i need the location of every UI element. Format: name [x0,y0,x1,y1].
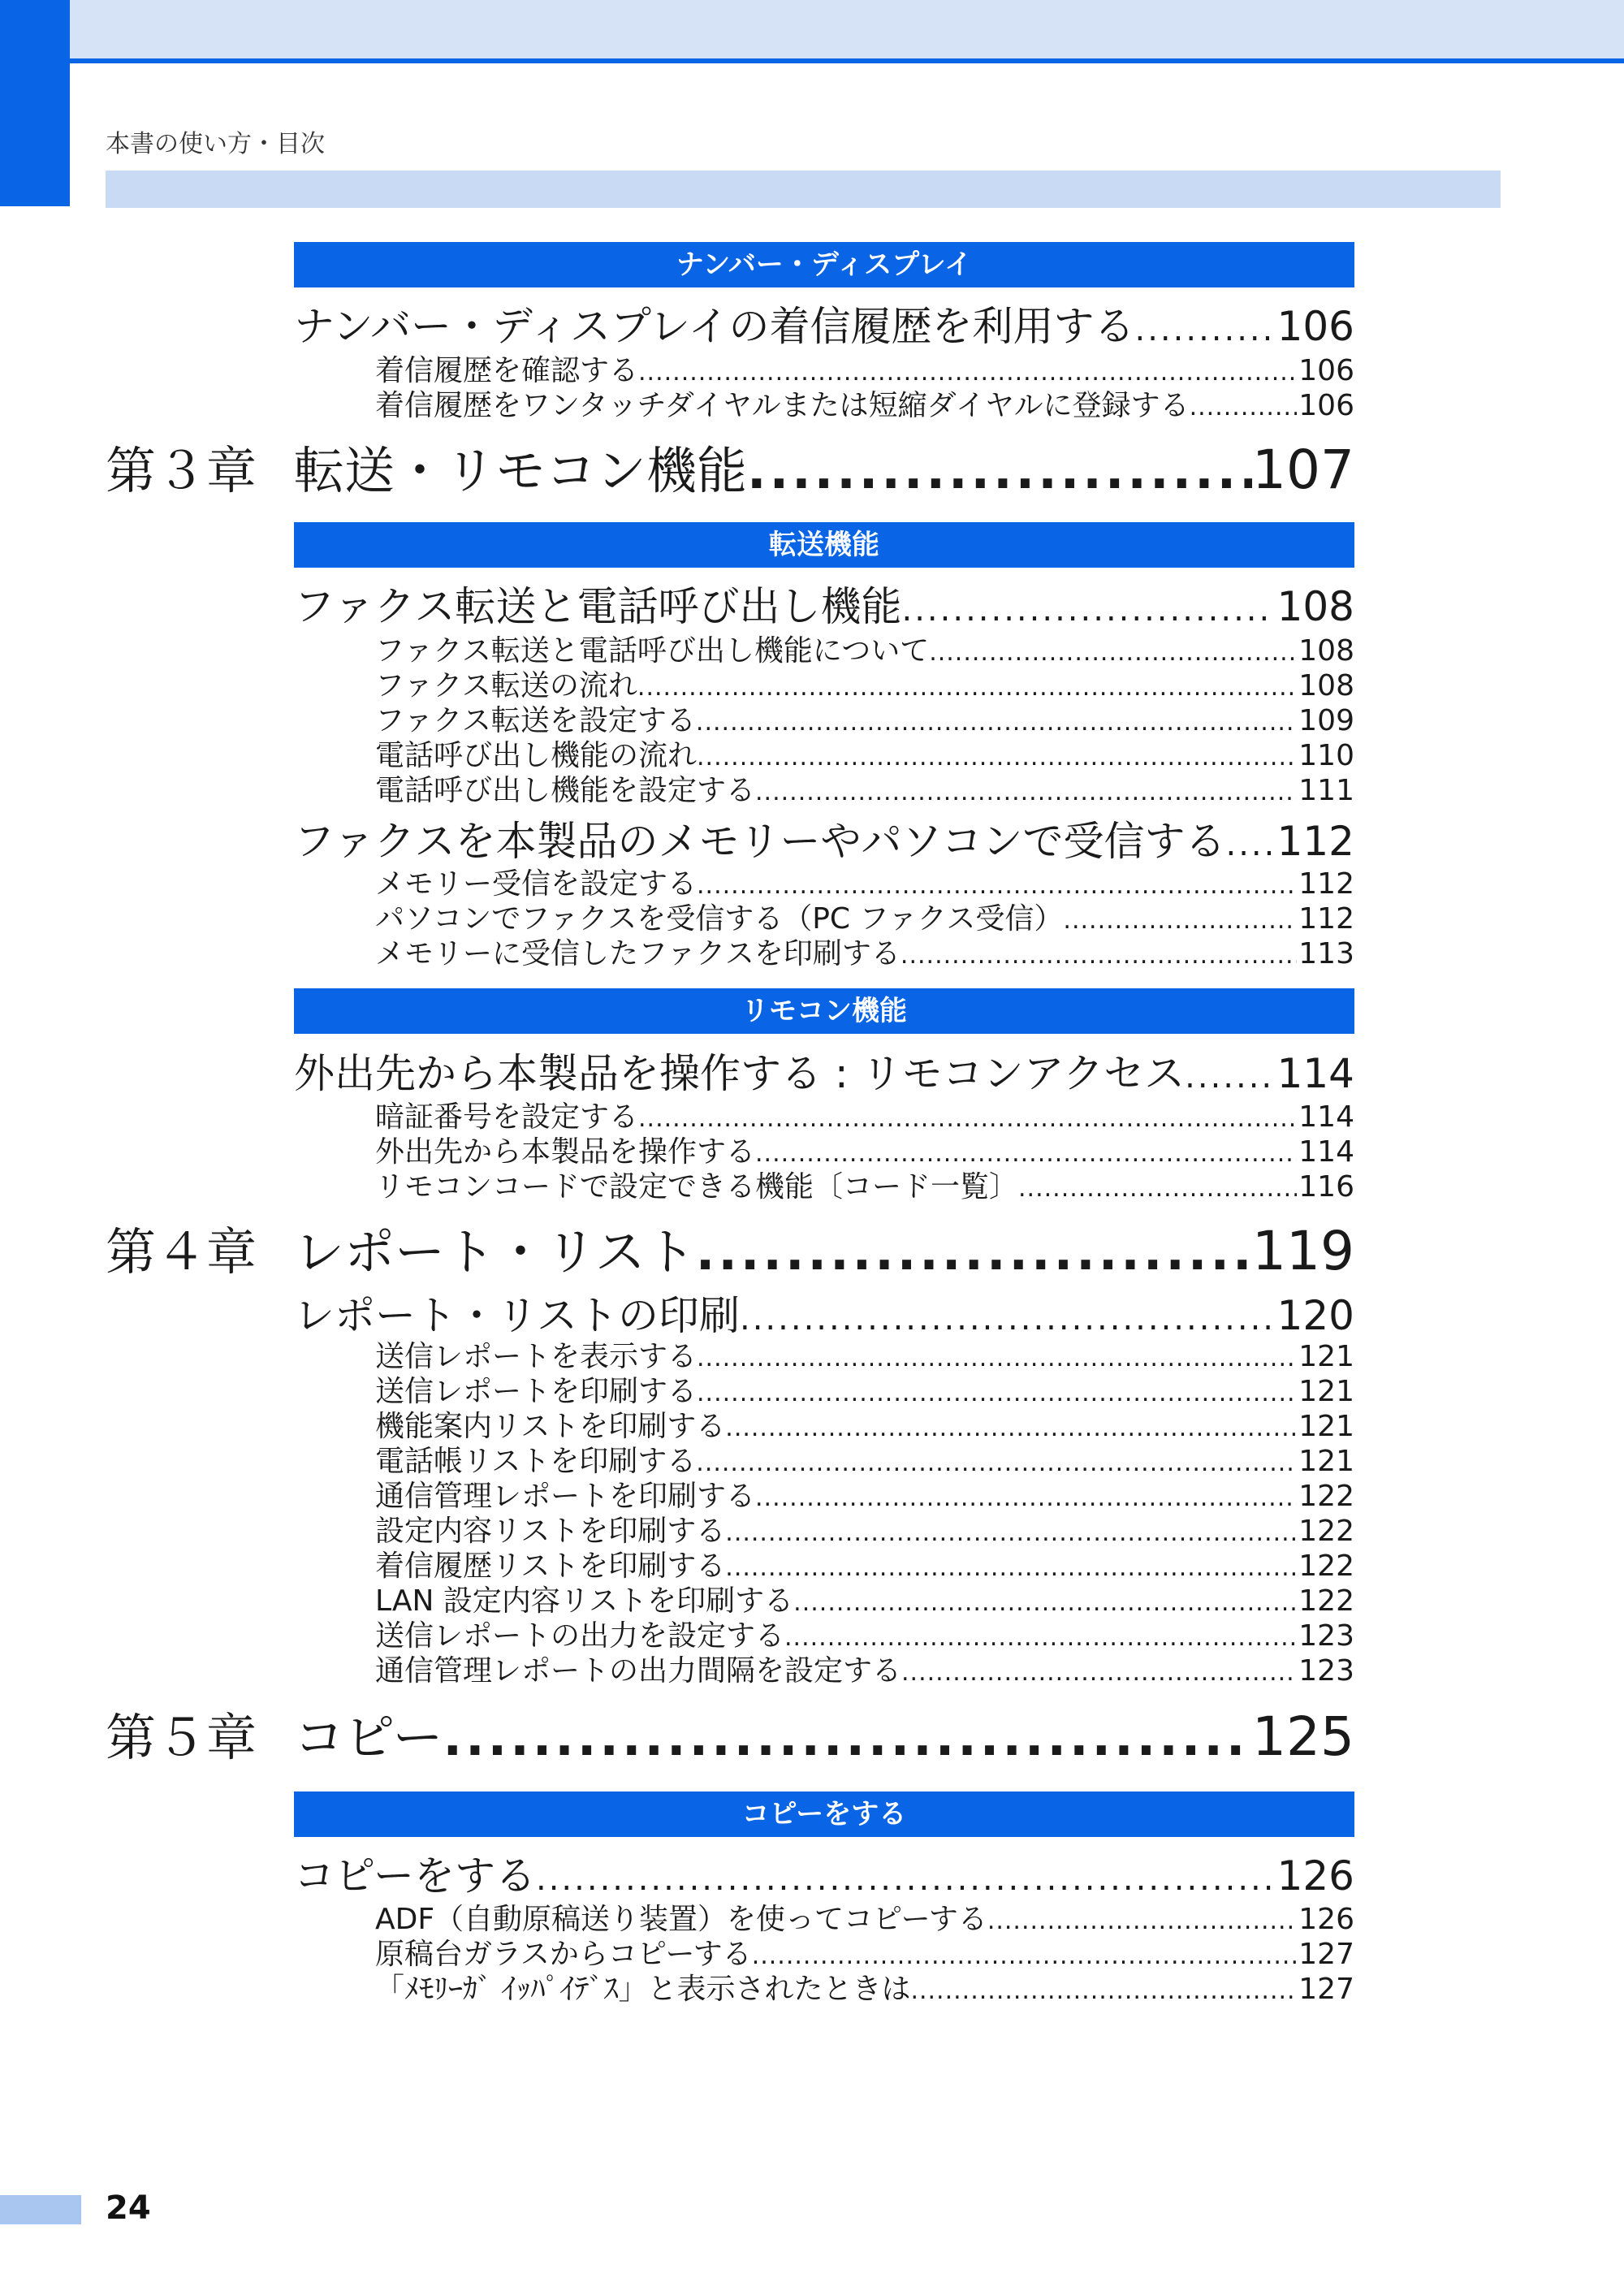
toc-entry-page: 111 [1298,774,1354,807]
toc-entry[interactable] [294,1041,1354,1100]
toc-entry-page: 122 [1298,1515,1354,1548]
toc-entry-title: 「ﾒﾓﾘｰｶﾞ ｲｯﾊﾟｲﾃﾞｽ」と表示されたときは [375,1973,911,2006]
chapter-heading-4[interactable] [106,1212,1354,1284]
toc-entry-page: 110 [1298,739,1354,772]
toc-entry-page: 127 [1298,1938,1354,1971]
toc-entry-page: 121 [1298,1410,1354,1443]
toc-entry[interactable] [375,382,1354,424]
toc-entry-page: 113 [1298,937,1354,970]
toc-entry-title: 送信レポートを印刷する [375,1375,698,1408]
toc-entry[interactable] [294,1843,1354,1902]
toc-entry-page: 116 [1298,1170,1354,1204]
chapter-title: コピー [294,1708,443,1767]
toc-entry-title: ファクス転送の流れ [375,669,637,702]
dot-leader [1226,826,1272,863]
toc-entry[interactable] [294,574,1354,633]
toc-entry[interactable] [294,294,1354,352]
dot-leader [696,1222,1252,1281]
toc-entry-title: 着信履歴をワンタッチダイヤルまたは短縮ダイヤルに登録する [375,389,1190,422]
toc-entry-title: 外出先から本製品を操作する [375,1135,756,1169]
toc-entry-title: コピーをする [294,1852,536,1900]
toc-entry-title: 外出先から本製品を操作する : リモコンアクセス [294,1050,1186,1097]
dot-leader [443,1708,1252,1767]
dot-leader [1135,311,1272,348]
toc-entry-page: 122 [1298,1584,1354,1618]
toc-entry-title: ファクス転送と電話呼び出し機能について [375,634,930,668]
toc-entry-page: 126 [1298,1903,1354,1936]
toc-entry-page: 109 [1298,704,1354,737]
dot-leader [536,1861,1272,1898]
toc-entry-title: メモリーに受信したファクスを印刷する [375,937,901,970]
dot-leader [1190,393,1298,421]
section-remote: リモコン機能 [294,988,1354,1034]
toc-entry-title: 送信レポートの出力を設定する [375,1619,785,1653]
header-band [106,171,1501,208]
chapter-page: 107 [1252,439,1354,501]
chapter-page: 125 [1252,1705,1354,1768]
top-band [0,0,1624,63]
toc-entry-page: 120 [1276,1292,1354,1339]
toc-entry-title: 設定内容リストを印刷する [375,1515,726,1548]
toc-entry-title: 着信履歴リストを印刷する [375,1549,726,1583]
section-copy: コピーをする [294,1791,1354,1837]
toc-entry-page: 108 [1276,583,1354,630]
toc-entry-title: LAN 設定内容リストを印刷する [375,1584,794,1618]
toc-entry-page: 106 [1298,389,1354,422]
dot-leader [901,941,1297,970]
toc-entry-title: ナンバー・ディスプレイの着信履歴を利用する [294,303,1135,350]
toc-entry-title: ファクス転送と電話呼び出し機能 [294,583,902,630]
toc-entry-title: 暗証番号を設定する [375,1100,639,1134]
chapter-page: 119 [1252,1220,1354,1282]
dot-leader [901,1658,1297,1687]
toc-entry-page: 108 [1298,669,1354,702]
running-header: 本書の使い方・目次 [106,130,325,158]
dot-leader [747,441,1252,500]
section-number-display: ナンバー・ディスプレイ [294,242,1354,287]
dot-leader [902,591,1272,629]
toc-entry-page: 121 [1298,1340,1354,1373]
toc-entry-page: 108 [1298,634,1354,668]
dot-leader [1018,1174,1297,1203]
toc-entry-title: パソコンでファクスを受信する（PC ファクス受信） [375,902,1064,936]
toc-entry[interactable] [375,767,1354,809]
toc-entry[interactable] [375,1966,1354,2008]
chapter-number: 第４章 [106,1222,257,1281]
toc-entry-page: 123 [1298,1654,1354,1688]
toc-entry-title: 原稿台ガラスからコピーする [375,1938,752,1971]
toc-entry-page: 114 [1298,1100,1354,1134]
chapter-title: 転送・リモコン機能 [294,441,748,500]
toc-entry-title: ADF（自動原稿送り装置）を使ってコピーする [375,1903,987,1936]
toc-entry-title: 機能案内リストを印刷する [375,1410,726,1443]
chapter-heading-5[interactable] [106,1697,1354,1770]
toc-entry-page: 121 [1298,1375,1354,1408]
toc-entry-title: 送信レポートを表示する [375,1340,698,1373]
toc-entry-page: 126 [1276,1852,1354,1900]
toc-entry-title: ファクス転送を設定する [375,704,696,737]
toc-entry-page: 106 [1276,303,1354,350]
toc-entry-title: 着信履歴を確認する [375,354,639,387]
toc-entry-page: 106 [1298,354,1354,387]
toc-entry-page: 122 [1298,1480,1354,1513]
toc-entry-page: 123 [1298,1619,1354,1653]
page-number: 24 [106,2189,151,2227]
left-tab [0,0,70,206]
toc-entry-title: 電話呼び出し機能の流れ [375,739,698,772]
toc-entry-title: リモコンコードで設定できる機能〔コード一覧〕 [375,1170,1019,1204]
toc-entry[interactable] [375,931,1354,972]
toc-entry-page: 122 [1298,1549,1354,1583]
toc-entry[interactable] [375,1164,1354,1205]
toc-entry-title: 電話呼び出し機能を設定する [375,774,756,807]
chapter-number: 第５章 [106,1708,257,1767]
toc-entry-title: メモリー受信を設定する [375,867,698,901]
toc-entry[interactable] [375,1648,1354,1689]
dot-leader [740,1300,1272,1338]
top-rule [70,58,1624,63]
toc-entry-title: レポート・リストの印刷 [294,1292,740,1339]
toc-entry-title: 通信管理レポートの出力間隔を設定する [375,1654,902,1688]
toc-entry-page: 114 [1298,1135,1354,1169]
dot-leader [1185,1058,1272,1096]
section-transfer: 転送機能 [294,522,1354,568]
toc-entry-title: 通信管理レポートを印刷する [375,1480,756,1513]
chapter-title: レポート・リスト [294,1222,696,1281]
toc-entry-page: 127 [1298,1973,1354,2006]
dot-leader [755,778,1297,806]
chapter-number: 第３章 [106,441,257,500]
toc-entry-page: 112 [1298,867,1354,901]
toc-entry-title: 電話帳リストを印刷する [375,1445,697,1478]
chapter-heading-3[interactable] [106,430,1354,503]
footer-band [0,2195,81,2224]
toc-entry-page: 114 [1276,1050,1354,1097]
toc-entry-title: ファクスを本製品のメモリーやパソコンで受信する [294,818,1226,865]
toc-entry-page: 112 [1298,902,1354,936]
toc-entry-page: 112 [1276,818,1354,865]
toc-entry-page: 121 [1298,1445,1354,1478]
toc-entry[interactable] [294,809,1354,867]
dot-leader [910,1977,1297,2005]
